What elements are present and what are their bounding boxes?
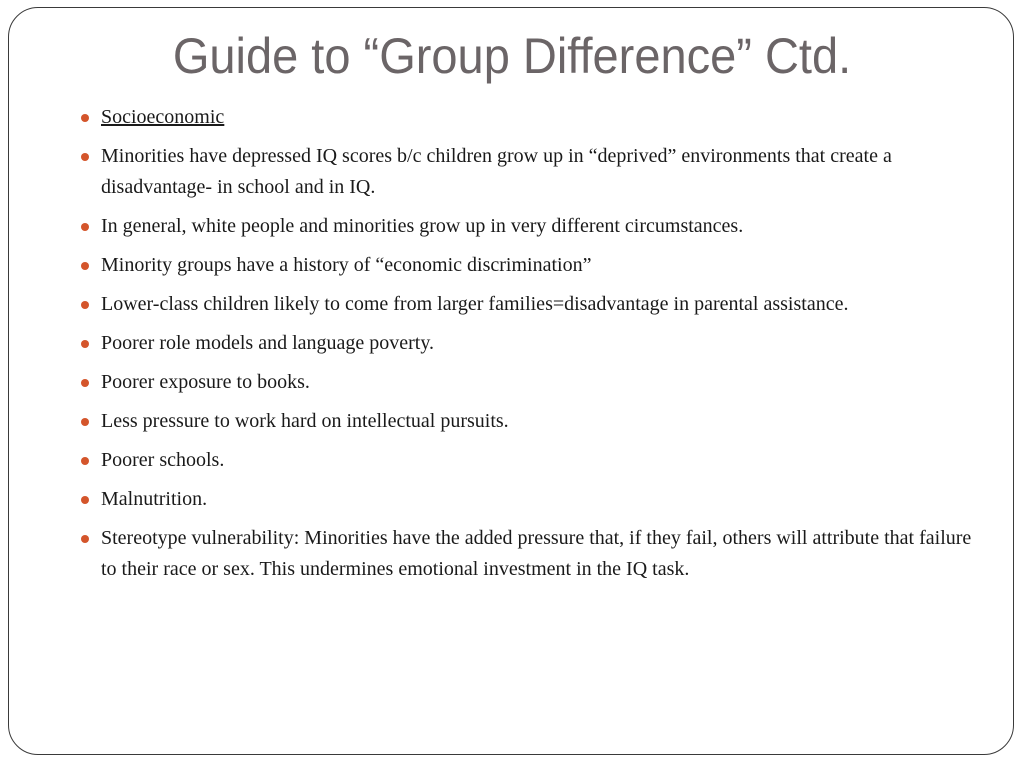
bullet-text: In general, white people and minorities grow up in very different circumstances. <box>101 215 744 237</box>
bullet-item-depressed-scores <box>101 141 981 203</box>
bullet-text: Malnutrition. <box>101 488 208 510</box>
bullet-dot-icon <box>81 418 89 426</box>
bullet-dot-icon <box>81 223 89 231</box>
bullet-dot-icon <box>81 114 89 122</box>
slide-title: Guide to “Group Difference” Ctd. <box>172 28 852 84</box>
bullet-text: Minorities have depressed IQ scores b/c children grow up in “deprived” environments that create a disadvantage- in school and in IQ. <box>101 145 892 198</box>
bullet-item-role-models <box>101 328 981 359</box>
bullet-dot-icon <box>81 535 89 543</box>
bullet-text: Less pressure to work hard on intellectual pursuits. <box>101 410 509 432</box>
bullet-dot-icon <box>81 153 89 161</box>
bullet-dot-icon <box>81 496 89 504</box>
bullet-text: Minority groups have a history of “economic discrimination” <box>101 254 592 276</box>
bullet-dot-icon <box>81 340 89 348</box>
bullet-dot-icon <box>81 457 89 465</box>
bullet-text: Poorer schools. <box>101 449 225 471</box>
bullet-list <box>101 102 981 593</box>
bullet-item-different-circumstances <box>101 211 981 242</box>
bullet-item-socioeconomic <box>101 102 981 133</box>
bullet-text: Lower-class children likely to come from larger families=disadvantage in parental assistance. <box>101 293 849 315</box>
bullet-item-less-pressure <box>101 406 981 437</box>
bullet-item-larger-families <box>101 289 981 320</box>
bullet-text: Stereotype vulnerability: Minorities have the added pressure that, if they fail, others will attribute that failure to their race or sex. This undermines emotional investment in the IQ task. <box>101 527 972 580</box>
bullet-text: Socioeconomic <box>101 106 225 128</box>
bullet-text: Poorer role models and language poverty. <box>101 332 435 354</box>
bullet-item-malnutrition <box>101 484 981 515</box>
bullet-item-stereotype-vulnerability <box>101 523 981 585</box>
bullet-item-poorer-schools <box>101 445 981 476</box>
slide-frame <box>8 7 1014 755</box>
bullet-text: Poorer exposure to books. <box>101 371 310 393</box>
bullet-dot-icon <box>81 301 89 309</box>
bullet-item-economic-discrimination <box>101 250 981 281</box>
bullet-item-books <box>101 367 981 398</box>
bullet-dot-icon <box>81 262 89 270</box>
bullet-dot-icon <box>81 379 89 387</box>
